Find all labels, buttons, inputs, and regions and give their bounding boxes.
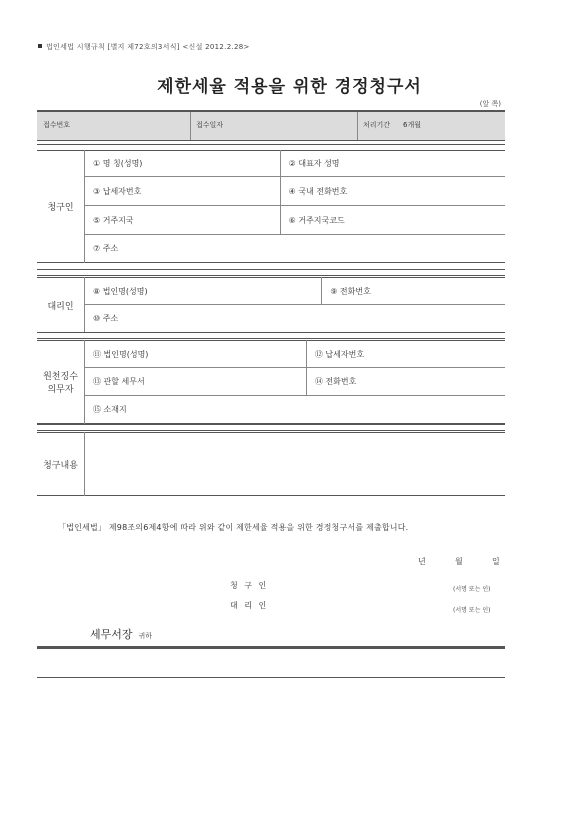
claimant-phone-label: ④ 국내 전화번호 [288, 186, 348, 196]
agent-address-label: ⑩ 주소 [93, 314, 119, 323]
page-title: 제한세율 적용을 위한 경정청구서 [157, 77, 422, 97]
recipient-office: 세무서장 [90, 628, 133, 641]
withholder-label [37, 341, 85, 424]
section-divider [37, 424, 505, 431]
bottom-rule-thick [37, 646, 505, 649]
claimant-taxid-label: ③ 납세자번호 [93, 186, 142, 196]
receipt-number-label: 접수번호 [43, 121, 71, 129]
section-divider [37, 269, 505, 276]
claimant-section [37, 150, 505, 263]
withholder-label-line1: 원천징수 [43, 372, 78, 382]
form-reference [38, 42, 250, 52]
claimant-address-label: ⑦ 주소 [93, 244, 119, 253]
agent-name-label: ⑧ 법인명(성명) [93, 286, 148, 296]
claimant-name-label: ① 명 칭(성명) [93, 158, 143, 168]
withholder-label-line2: 의무자 [47, 385, 74, 395]
date-year-label: 년 [418, 557, 426, 566]
representative-name-label: ② 대표자 성명 [288, 158, 340, 168]
withholder-location-label: ⑮ 소재지 [93, 405, 127, 414]
receipt-divider [190, 112, 191, 140]
processing-period-value: 6개월 [403, 121, 421, 129]
agent-signature-label: 대 리 인 [230, 601, 269, 610]
tax-office-field[interactable] [85, 368, 307, 396]
claimant-sign-field[interactable]: (서명 또는 인) [453, 586, 491, 593]
claimant-taxid-field[interactable] [85, 177, 281, 206]
withholder-name-label: ⑪ 법인명(성명) [93, 349, 149, 359]
agent-sign-field[interactable]: (서명 또는 인) [453, 607, 491, 614]
claimant-label: 청구인 [37, 150, 85, 263]
declaration-text: 「법인세법」 제98조의6제4항에 따라 위와 같이 제한세율 적용을 위한 경정청구서를 제출합니다. [58, 523, 409, 532]
receipt-bar [37, 110, 505, 141]
bullet-square-icon [38, 44, 42, 48]
section-divider [37, 332, 505, 339]
claim-section [37, 432, 505, 496]
withholder-name-field[interactable] [85, 341, 307, 368]
processing-period-label: 처리기간 [363, 121, 391, 129]
claimant-signature-label: 청 구 인 [230, 581, 269, 590]
tax-office-label: ⑬ 관할 세무서 [93, 377, 145, 386]
claimant-address-field[interactable] [85, 235, 506, 263]
claimant-phone-field[interactable] [280, 177, 505, 206]
date-day-label: 일 [492, 557, 500, 566]
recipient-line [90, 626, 152, 642]
withholder-section [37, 340, 505, 424]
residence-country-label: ⑤ 거주지국 [93, 215, 134, 225]
date-month-label: 월 [455, 557, 463, 566]
claim-content-label: 청구내용 [37, 433, 85, 496]
residence-country-field[interactable] [85, 206, 281, 235]
withholder-taxid-label: ⑫ 납세자번호 [314, 349, 365, 359]
claimant-name-field[interactable] [85, 150, 281, 177]
withholder-phone-field[interactable] [306, 368, 505, 396]
claim-content-field[interactable] [85, 433, 506, 496]
residence-country-code-label: ⑥ 거주지국코드 [288, 215, 345, 225]
representative-name-field[interactable] [280, 150, 505, 177]
form-reference-text: 법인세법 시행규칙 [별지 제72호의3서식] <신설 2012.2.28> [46, 43, 250, 51]
agent-section [37, 277, 505, 333]
withholder-taxid-field[interactable] [306, 341, 505, 368]
bottom-rule-thin [37, 677, 505, 678]
agent-address-field[interactable] [85, 305, 506, 333]
agent-phone-label: ⑨ 전화번호 [330, 286, 371, 296]
residence-country-code-field[interactable] [280, 206, 505, 235]
withholder-phone-label: ⑭ 전화번호 [314, 377, 357, 386]
agent-name-field[interactable] [85, 278, 322, 305]
agent-label: 대리인 [37, 278, 85, 333]
recipient-suffix: 귀하 [138, 632, 153, 640]
receipt-date-label: 접수일자 [196, 121, 224, 129]
page-side-note: (앞 쪽) [479, 100, 501, 108]
agent-phone-field[interactable] [322, 278, 505, 305]
receipt-divider [357, 112, 358, 140]
withholder-location-field[interactable] [85, 396, 506, 424]
